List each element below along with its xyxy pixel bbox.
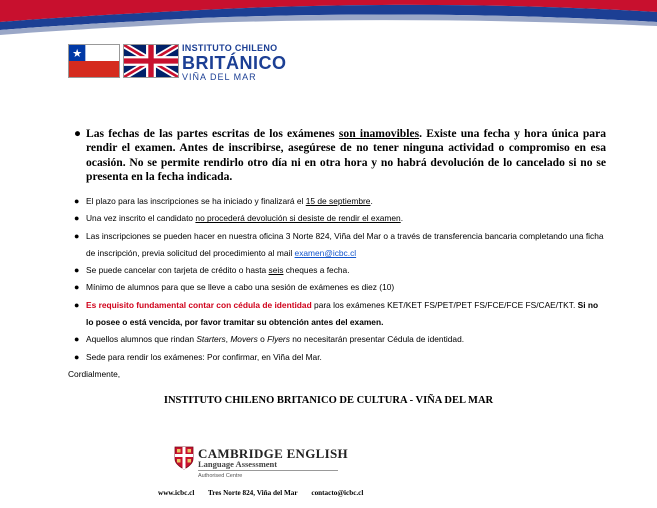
header-wave-decoration bbox=[0, 0, 657, 40]
notice-list bbox=[74, 193, 611, 366]
logo-line-1: INSTITUTO CHILENO bbox=[182, 43, 278, 53]
logo-line-2: BRITÁNICO bbox=[182, 53, 287, 73]
bullet-icon: ● bbox=[74, 196, 80, 206]
cambridge-subtitle: Language Assessment bbox=[198, 459, 278, 469]
institute-logo bbox=[68, 43, 287, 84]
bullet-icon: ● bbox=[74, 127, 82, 140]
logo-wordmark bbox=[182, 44, 287, 82]
list-item: ● El plazo para las inscripciones se ha iniciado y finalizará el 15 de septiembre. bbox=[86, 193, 611, 210]
bullet-icon: ● bbox=[74, 299, 80, 310]
list-item: ● Las inscripciones se pueden hacer en nuestra oficina 3 Norte 824, Viña del Mar o a través de transferencia bancaria completando una ficha de inscripción, previa solicitud del procedimiento al mail examen@icbc.cl bbox=[86, 228, 611, 263]
footer-email[interactable]: contacto@icbc.cl bbox=[311, 489, 364, 497]
cambridge-title: CAMBRIDGE ENGLISH bbox=[198, 446, 348, 461]
list-item: ● Se puede cancelar con tarjeta de crédito o hasta seis cheques a fecha. bbox=[86, 262, 611, 279]
id-requirement: Es requisito fundamental contar con cédula de identidad bbox=[86, 299, 312, 310]
divider bbox=[198, 470, 338, 471]
chile-flag-icon bbox=[68, 44, 120, 78]
list-item: ● Una vez inscrito el candidato no procederá devolución si desiste de rendir el examen. bbox=[86, 210, 611, 227]
list-item: ● Aquellos alumnos que rindan Starters, Movers o Flyers no necesitarán presentar Cédula de identidad. bbox=[86, 331, 611, 348]
footer-address: Tres Norte 824, Viña del Mar bbox=[208, 489, 298, 497]
exam-email-link[interactable]: examen@icbc.cl bbox=[294, 247, 357, 258]
bullet-icon: ● bbox=[74, 213, 80, 224]
uk-flag-icon bbox=[123, 44, 179, 78]
bullet-icon: ● bbox=[74, 282, 80, 293]
list-item: ● Mínimo de alumnos para que se lleve a cabo una sesión de exámenes es diez (10) bbox=[86, 279, 611, 296]
cambridge-logo bbox=[174, 446, 348, 484]
list-item: ● Sede para rendir los exámenes: Por confirmar, en Viña del Mar. bbox=[86, 349, 611, 366]
logo-line-3: VIÑA DEL MAR bbox=[182, 72, 257, 82]
cambridge-centre: Authorised Centre bbox=[198, 473, 243, 479]
bullet-icon: ● bbox=[74, 230, 80, 241]
footer-web[interactable]: www.icbc.cl bbox=[158, 489, 195, 497]
bullet-icon: ● bbox=[74, 334, 80, 345]
cambridge-shield-icon bbox=[174, 446, 194, 470]
footer-contact bbox=[158, 489, 375, 497]
bullet-icon: ● bbox=[74, 351, 80, 362]
closing-text: Cordialmente, bbox=[68, 369, 121, 379]
list-item: ● Es requisito fundamental contar con cédula de identidad para los exámenes KET/KET FS/PET/PET FS/FCE/FCE FS/CAE/TKT. Si no lo posee o está vencida, por favor tramitar su obtención antes del examen. bbox=[86, 297, 611, 332]
institution-name: INSTITUTO CHILENO BRITANICO DE CULTURA - VIÑA DEL MAR bbox=[163, 395, 494, 406]
main-notice: ● Las fechas de las partes escritas de los exámenes son inamovibles. Existe una fecha y hora única para rendir el examen. Antes de inscribirse, asegúrese de no tener ninguna actividad o compromiso en esa ocasión. No se permite rendirlo otro día ni en otra hora y no habrá devolución de lo cancelado si no se presenta en la fecha indicada. bbox=[74, 127, 607, 183]
bullet-icon: ● bbox=[74, 265, 80, 276]
